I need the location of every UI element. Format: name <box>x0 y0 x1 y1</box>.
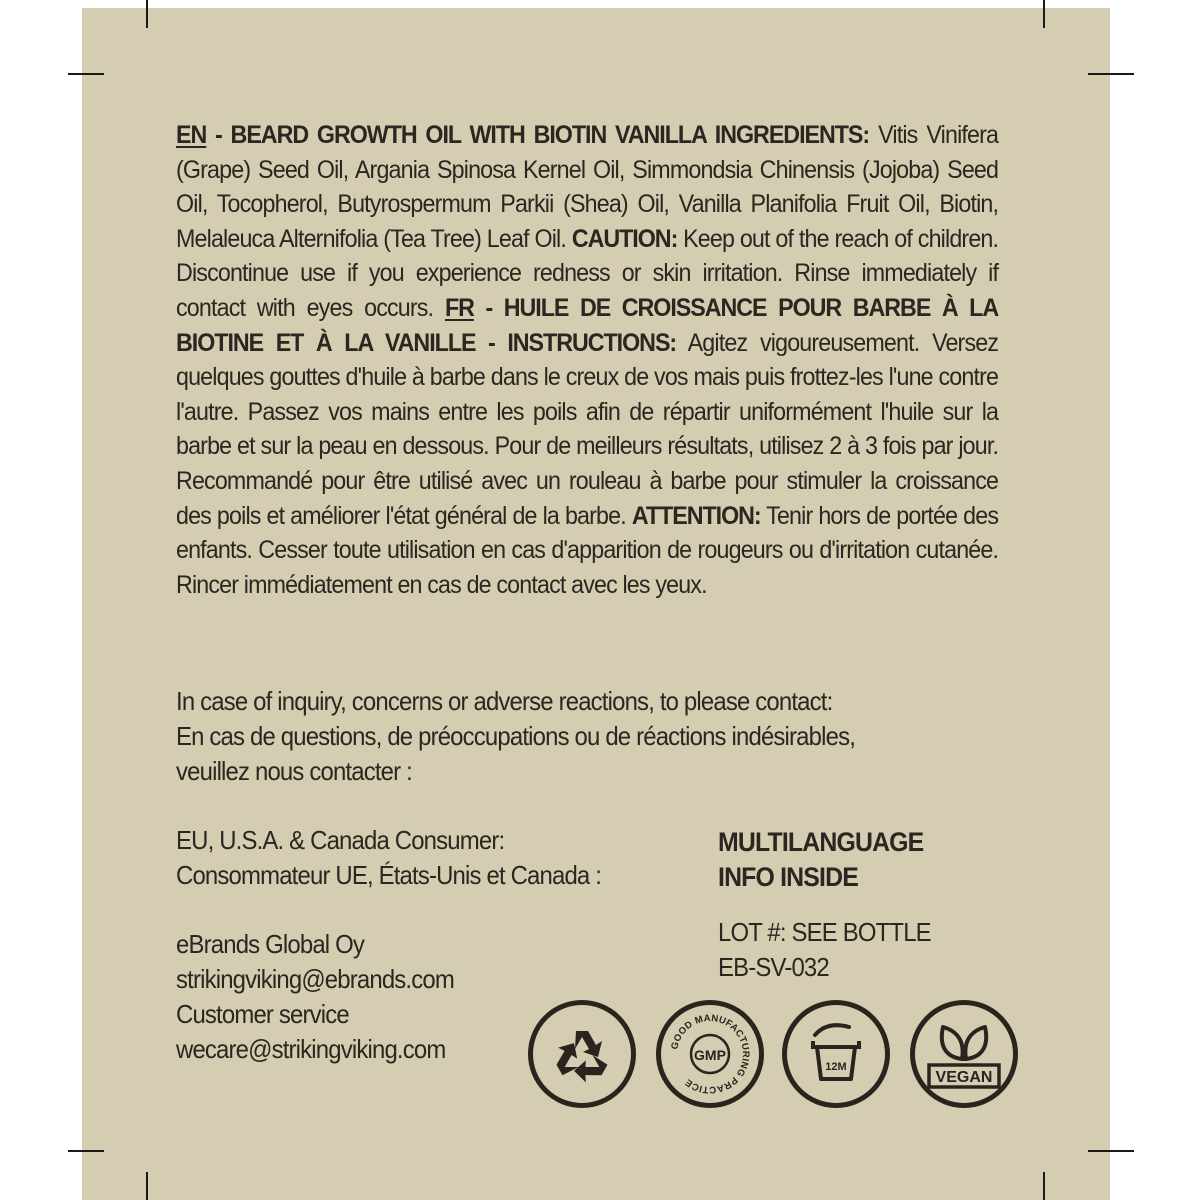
dash: - <box>206 121 231 149</box>
crop-mark <box>68 73 104 75</box>
recycle-badge <box>528 1000 636 1108</box>
consumer-line-en: EU, U.S.A. & Canada Consumer: <box>176 825 505 855</box>
vegan-label: VEGAN <box>935 1069 993 1086</box>
ingredients-heading: BEARD GROWTH OIL WITH BIOTIN VANILLA INGREDIENTS: <box>230 121 870 149</box>
inquiry-line-en: In case of inquiry, concerns or adverse reactions, to please contact: <box>176 686 833 716</box>
lot-block <box>718 915 931 985</box>
consumer-block <box>176 823 601 893</box>
open-jar-icon <box>787 1005 885 1103</box>
dash: - <box>473 293 504 322</box>
crop-mark <box>1043 1172 1045 1200</box>
crop-mark <box>146 0 148 28</box>
caution-text: Keep out of the reach of children. Discontinue use if you experience redness or skin irritation. Rinse immediately if contact with eyes occurs. <box>176 224 999 322</box>
multilanguage-line: MULTILANGUAGE <box>718 827 924 857</box>
crop-mark <box>146 1172 148 1200</box>
consumer-line-fr: Consommateur UE, États-Unis et Canada : <box>176 860 602 890</box>
pao-badge <box>782 1000 890 1108</box>
instructions-text: Agitez vigoureusement. Versez quelques gouttes d'huile à barbe dans le creux de vos mais puis frottez-les l'une contre l'autre. Passez vos mains entre les poils afin de répartir uniformément l'huile sur la barbe et sur la peau en dessous. Pour de meilleurs résultats, utilisez 2 à 3 fois par jour. Recommandé pour être utilisé avec un rouleau à barbe pour stimuler la croissance des poils et améliorer l'état général de la barbe. <box>176 328 999 530</box>
attention-text: Tenir hors de portée des enfants. Cesser toute utilisation en cas d'apparition de rougeurs ou d'irritation cutanée. Rincer immédiatement en cas de contact avec les yeux. <box>176 501 999 599</box>
company-block <box>176 927 454 1067</box>
crop-mark <box>1043 0 1045 28</box>
customer-service-label: Customer service <box>176 999 349 1029</box>
lang-code-en: EN <box>176 121 207 149</box>
leaves-icon <box>915 1005 1013 1103</box>
crop-mark <box>1088 1150 1134 1152</box>
gmp-ring-text: GOOD MANUFACTURING PRACTICE <box>669 1012 752 1096</box>
gmp-center-text: GMP <box>694 1047 726 1063</box>
lot-line: LOT #: SEE BOTTLE <box>718 917 931 947</box>
inquiry-block <box>176 684 855 789</box>
gmp-badge <box>656 1000 764 1108</box>
crop-mark <box>1088 73 1134 75</box>
ingredients-list: Vitis Vinifera (Grape) Seed Oil, Argania Spinosa Kernel Oil, Simmondsia Chinensis (Jojoba) Seed Oil, Tocopherol, Butyrospermum Parkii (Shea) Oil, Vanilla Planifolia Fruit Oil, Biotin, Melaleuca Alternifolia (Tea Tree) Leaf Oil. <box>176 121 999 253</box>
product-code: EB-SV-032 <box>718 952 829 982</box>
recycle-icon <box>533 1005 631 1103</box>
ingredients-instructions-paragraph <box>176 118 998 602</box>
caution-label: CAUTION: <box>571 224 678 253</box>
crop-mark <box>68 1150 104 1152</box>
customer-service-email: wecare@strikingviking.com <box>176 1034 446 1064</box>
gmp-icon <box>661 1005 759 1103</box>
company-email: strikingviking@ebrands.com <box>176 964 454 994</box>
info-inside-line: INFO INSIDE <box>718 862 858 892</box>
company-name: eBrands Global Oy <box>176 929 365 959</box>
vegan-badge <box>910 1000 1018 1108</box>
instructions-heading: HUILE DE CROISSANCE POUR BARBE À LA BIOTINE ET À LA VANILLE - INSTRUCTIONS: <box>176 293 999 357</box>
multilanguage-block <box>718 825 923 895</box>
inquiry-line-fr: En cas de questions, de préoccupations ou de réactions indésirables, <box>176 721 856 751</box>
attention-label: ATTENTION: <box>631 501 761 530</box>
lang-code-fr: FR <box>444 293 474 322</box>
inquiry-line-fr-2: veuillez nous contacter : <box>176 756 412 786</box>
pao-label: 12M <box>825 1061 847 1073</box>
